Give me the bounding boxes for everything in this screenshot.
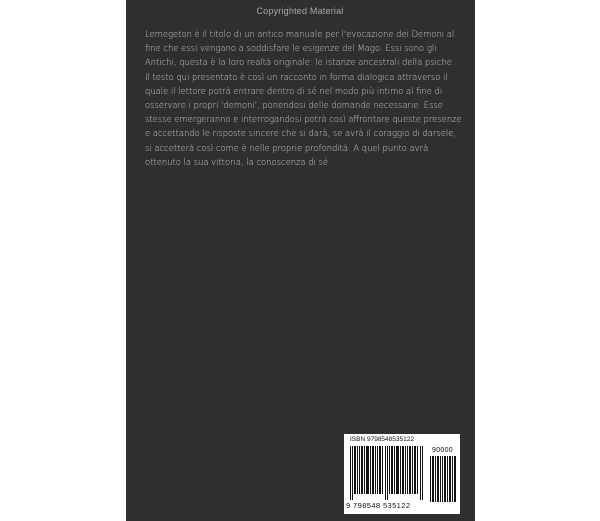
back-cover-blurb: Lemegeton è il titolo di un antico manuale per l'evocazione dei Demoni al fine che essi vengano a soddisfare le esigenze del Mago. Essi sono gli Antichi, questa è la loro realtà originale: le istanze ancestrali della psiche. Il testo qui presentato è così un racconto in forma dialogica attraverso il quale il lettore potrà entrare dentro di sé nel modo più intimo al fine di osservare i propri 'demoni', ponendosi delle domande necessarie. Esse stesse emergeranno e interrogandosi potrà così affrontare queste presenze e accettando le risposte sincere che si darà, se avrà il coraggio di darsele, si accetterà così come è nelle proprie profondità. A quel punto avrà ottenuto la sua vittoria, la conoscenza di sé bbox=[145, 29, 462, 167]
isbn-barcode bbox=[344, 434, 460, 514]
barcode-digits: 9 798548 535122 bbox=[346, 501, 411, 510]
isbn-label: ISBN 9798548535122 bbox=[350, 436, 414, 443]
barcode-bars-main bbox=[350, 446, 424, 500]
copyright-watermark: Copyrighted Material bbox=[256, 6, 344, 16]
barcode-bars-addon bbox=[430, 456, 456, 502]
barcode-addon-label: 90000 bbox=[432, 447, 453, 454]
